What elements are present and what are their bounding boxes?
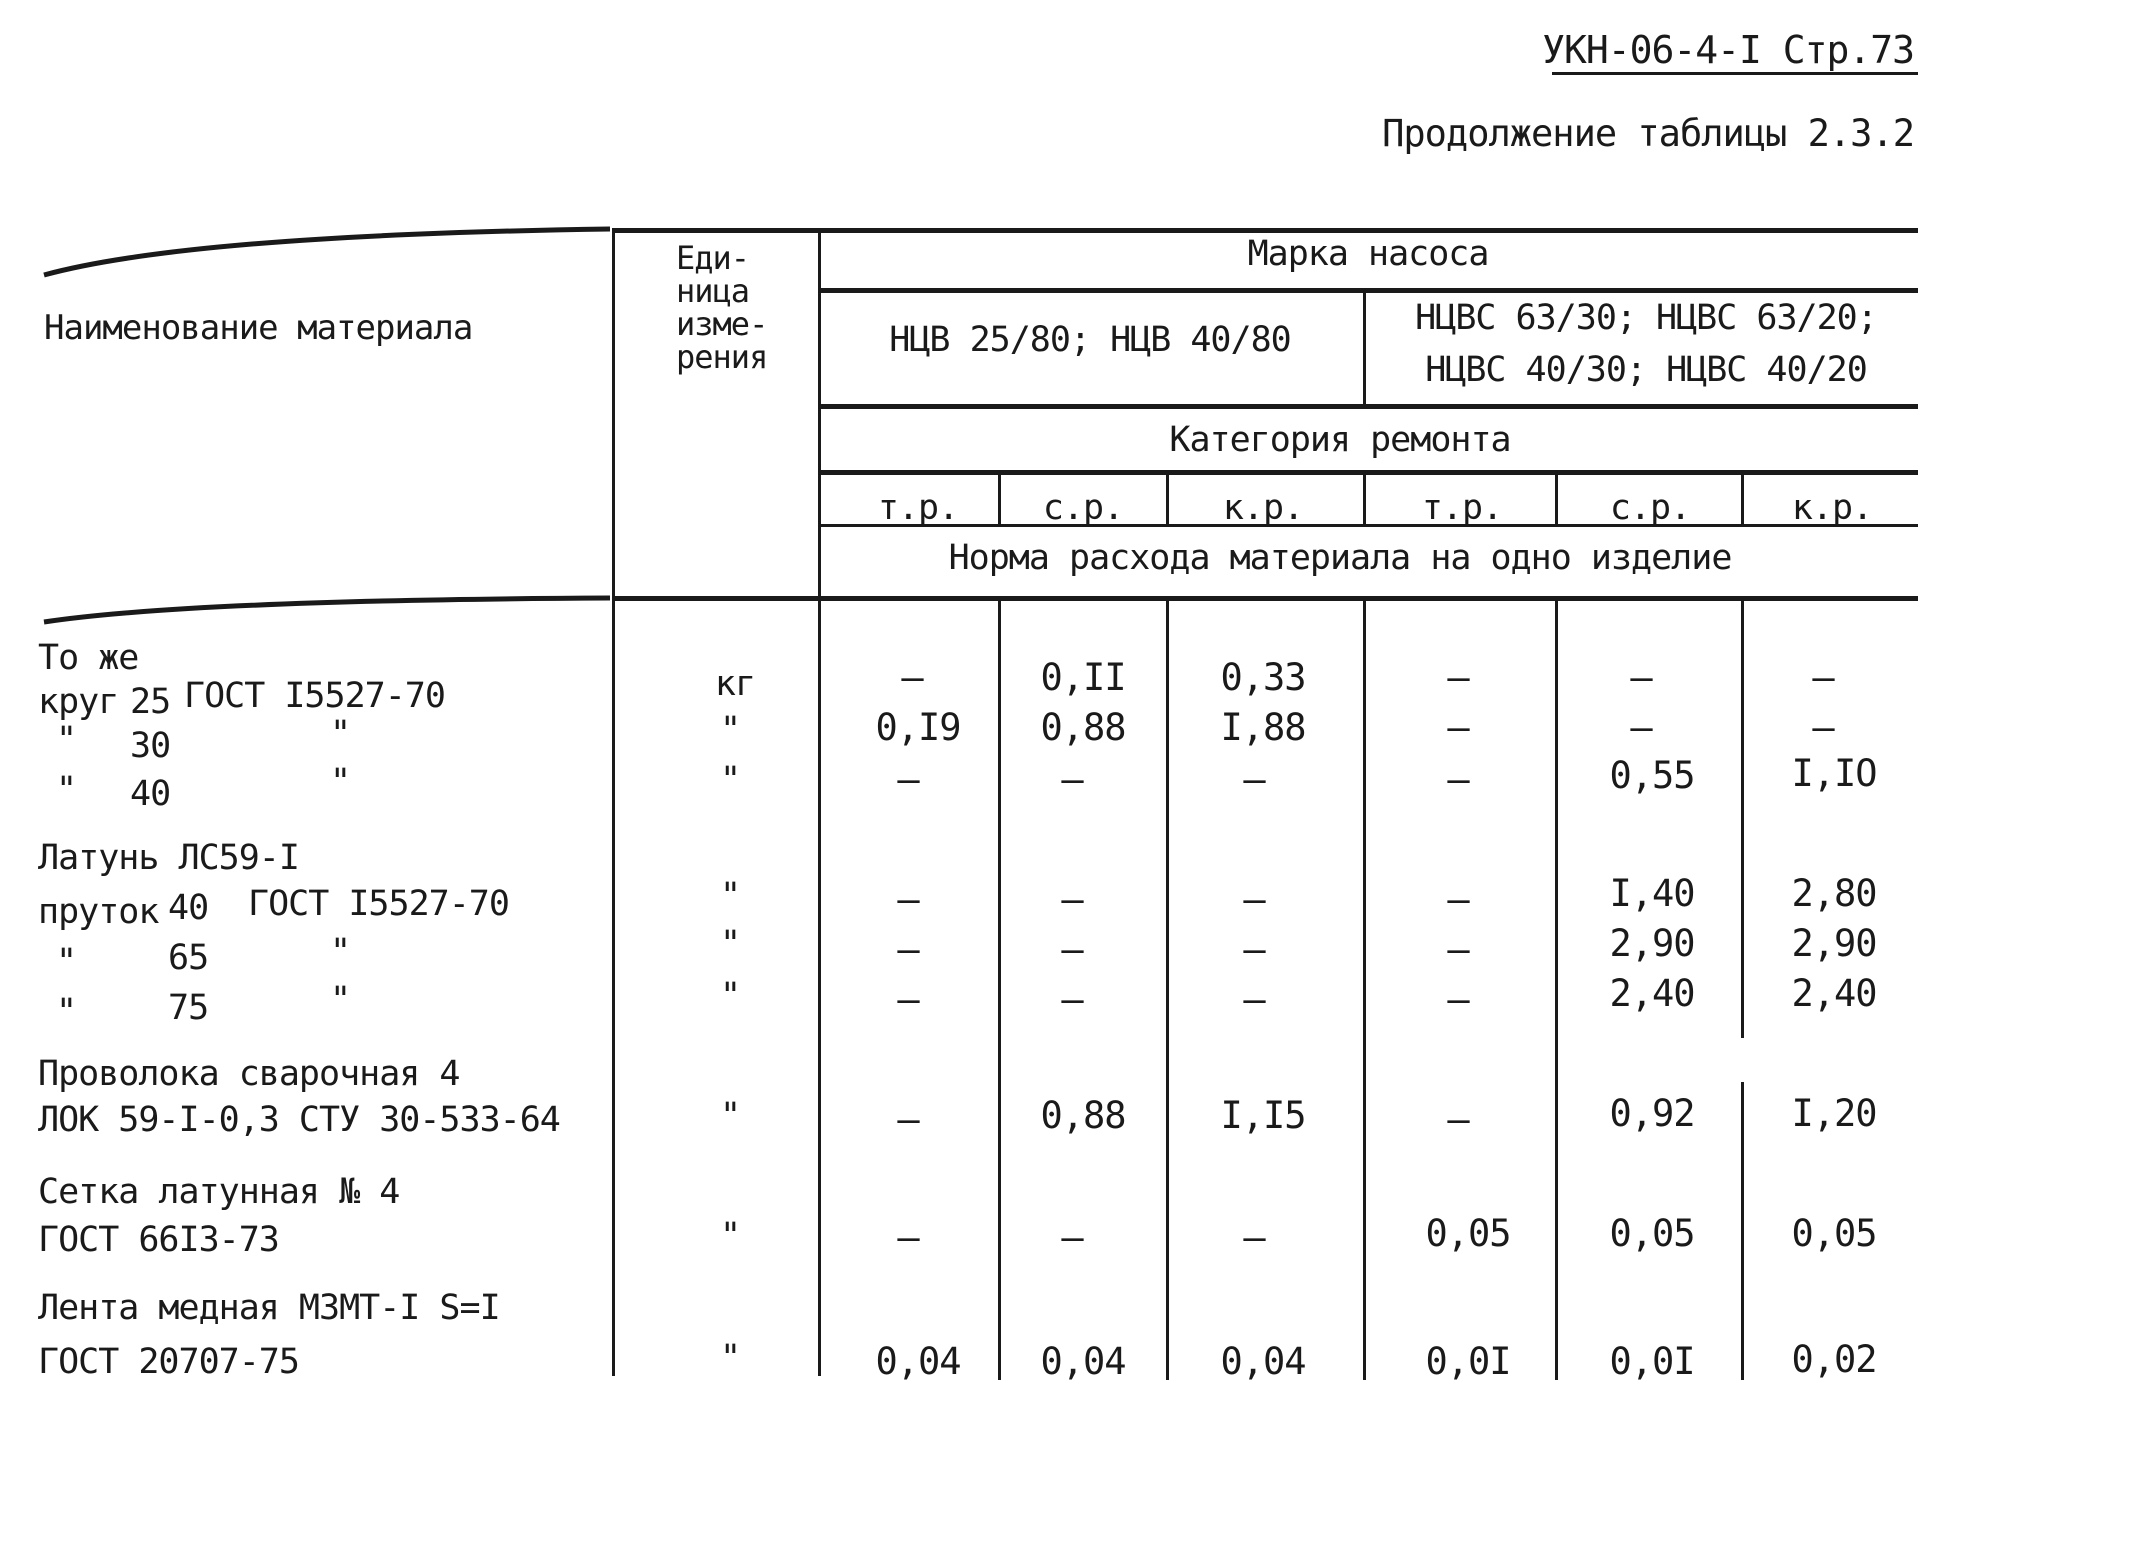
row-3-label-standard-ditto: " [330, 762, 351, 802]
row-8-unit: " [719, 1216, 741, 1256]
row-2-unit: " [719, 710, 741, 750]
header-bottom-border [612, 596, 1918, 601]
row-9-label-line-1: Лента медная МЗМТ-I S=I [38, 1288, 500, 1328]
row-5-label-ditto: " [56, 942, 77, 982]
body-divider-3 [1363, 598, 1366, 1380]
row-9-label-line-2: ГОСТ 20707-75 [38, 1342, 299, 1382]
row-1-value-5: – [1630, 656, 1652, 699]
repair-category-header: Категория ремонта [1169, 420, 1511, 460]
row-4-label-item: пруток [38, 892, 159, 932]
row-3-value-6: I,IO [1791, 752, 1877, 795]
row-8-value-6: 0,05 [1791, 1212, 1877, 1255]
subcol-6: к.р. [1791, 488, 1873, 528]
row-4-value-2: – [1061, 878, 1083, 921]
norm-header: Норма расхода материала на одно изделие [948, 538, 1732, 578]
row-1-unit: кг [714, 664, 756, 704]
subcol-divider-4 [1555, 472, 1558, 524]
row-1-value-1: – [901, 656, 923, 699]
row-5-unit: " [719, 924, 741, 964]
row-5-value-3: – [1243, 928, 1265, 971]
row-4-unit: " [719, 876, 741, 916]
row-9-value-1: 0,04 [875, 1340, 961, 1383]
row-9-value-3: 0,04 [1220, 1340, 1306, 1383]
row-7-value-6: I,20 [1791, 1092, 1877, 1135]
subcol-divider-3 [1363, 472, 1366, 524]
header-curve-left [40, 225, 620, 285]
row-7-unit: " [719, 1096, 741, 1136]
row-4-value-4: – [1447, 878, 1469, 921]
row-1-value-3: 0,33 [1220, 656, 1306, 699]
row-7-value-1: – [897, 1098, 919, 1141]
row-8-label-line-1: Сетка латунная № 4 [38, 1172, 400, 1212]
row-5-value-4: – [1447, 928, 1469, 971]
category-row-border [818, 470, 1918, 475]
col-header-unit-line-1: Еди- [676, 239, 750, 277]
row-6-value-1: – [897, 978, 919, 1021]
row-6-value-3: – [1243, 978, 1265, 1021]
row-8-label-line-2: ГОСТ 66I3-73 [38, 1220, 279, 1260]
pump-brand-header: Марка насоса [1247, 234, 1489, 274]
row-6-value-6: 2,40 [1791, 972, 1877, 1015]
row-5-value-5: 2,90 [1609, 922, 1695, 965]
row-3-value-5: 0,55 [1609, 754, 1695, 797]
col-header-unit-line-2: ница [676, 272, 750, 310]
row-2-label-ditto: " [56, 720, 77, 760]
subcol-5: с.р. [1609, 488, 1691, 528]
row-2-value-6: – [1812, 706, 1834, 749]
subcol-divider-2 [1166, 472, 1169, 524]
row-5-value-6: 2,90 [1791, 922, 1877, 965]
row-9-value-2: 0,04 [1040, 1340, 1126, 1383]
row-2-value-1: 0,I9 [875, 706, 961, 749]
row-8-value-4: 0,05 [1425, 1212, 1511, 1255]
col-header-unit [676, 239, 768, 376]
row-2-label-standard-ditto: " [330, 714, 351, 754]
subcol-divider-5 [1741, 472, 1744, 524]
pump-group-2-line-2: НЦВС 40/30; НЦВС 40/20 [1425, 350, 1867, 390]
row-7-value-3: I,I5 [1220, 1094, 1306, 1137]
subcol-3: к.р. [1222, 488, 1304, 528]
row-1-label-prefix: То же [38, 638, 139, 678]
row-3-unit: " [719, 760, 741, 800]
row-1-value-6: – [1812, 656, 1834, 699]
row-7-label-line-1: Проволока сварочная 4 [38, 1054, 460, 1094]
subcol-divider-1 [998, 472, 1001, 524]
row-6-value-4: – [1447, 978, 1469, 1021]
col-divider-values [818, 228, 821, 1376]
row-4-value-1: – [897, 878, 919, 921]
row-6-label-standard-ditto: " [330, 980, 351, 1020]
row-1-label-item: круг [38, 682, 119, 722]
row-9-value-5: 0,0I [1609, 1340, 1695, 1383]
document-code: УКН-06-4-I Стр.73 [1542, 28, 1914, 72]
top-border-right [612, 228, 1918, 233]
col-divider-unit [612, 228, 615, 1376]
brand-row-border [818, 288, 1918, 293]
row-6-value-2: – [1061, 978, 1083, 1021]
body-divider-1 [998, 598, 1001, 1380]
row-1-label-standard: ГОСТ I5527-70 [184, 676, 445, 716]
subcol-4: т.р. [1421, 488, 1503, 528]
row-9-unit: " [719, 1338, 741, 1378]
row-6-unit: " [719, 976, 741, 1016]
subcol-1: т.р. [877, 488, 959, 528]
row-2-value-5: – [1630, 706, 1652, 749]
row-8-value-2: – [1061, 1216, 1083, 1259]
row-3-value-1: – [897, 758, 919, 801]
row-3-value-3: – [1243, 758, 1265, 801]
row-6-label-ditto: " [56, 992, 77, 1032]
row-4-label-size: 40 [168, 888, 209, 928]
row-4-value-3: – [1243, 878, 1265, 921]
row-3-label-ditto: " [56, 770, 77, 810]
pump-group-2-line-1: НЦВС 63/30; НЦВС 63/20; [1415, 298, 1877, 338]
row-8-value-5: 0,05 [1609, 1212, 1695, 1255]
row-7-label-line-2: ЛОК 59-I-0,3 СТУ 30-533-64 [38, 1100, 560, 1140]
header-bottom-curve [40, 590, 620, 630]
row-1-value-4: – [1447, 656, 1469, 699]
pump-group-1: НЦВ 25/80; НЦВ 40/80 [889, 320, 1291, 360]
body-divider-5b [1741, 1082, 1744, 1380]
row-4-value-5: I,40 [1609, 872, 1695, 915]
row-6-label-size: 75 [168, 988, 209, 1028]
row-2-value-3: I,88 [1220, 706, 1306, 749]
subcol-2: с.р. [1042, 488, 1124, 528]
row-9-value-6: 0,02 [1791, 1338, 1877, 1381]
subcol-row-border [818, 524, 1918, 527]
group-divider [1363, 288, 1366, 406]
row-4-value-6: 2,80 [1791, 872, 1877, 915]
row-2-value-2: 0,88 [1040, 706, 1126, 749]
body-divider-4 [1555, 598, 1558, 1380]
row-6-value-5: 2,40 [1609, 972, 1695, 1015]
row-5-label-size: 65 [168, 938, 209, 978]
table-continuation-title: Продолжение таблицы 2.3.2 [1382, 112, 1914, 155]
row-1-value-2: 0,II [1040, 656, 1126, 699]
row-3-value-4: – [1447, 758, 1469, 801]
row-7-value-5: 0,92 [1609, 1092, 1695, 1135]
row-5-label-standard-ditto: " [330, 932, 351, 972]
row-7-value-2: 0,88 [1040, 1094, 1126, 1137]
body-divider-5a [1741, 598, 1744, 1038]
row-3-label-size: 40 [130, 774, 171, 814]
col-header-unit-line-3: изме- [676, 305, 768, 343]
document-code-underline [1552, 72, 1918, 75]
row-7-value-4: – [1447, 1098, 1469, 1141]
group-row-border [818, 404, 1918, 409]
row-9-value-4: 0,0I [1425, 1340, 1511, 1383]
body-divider-2 [1166, 598, 1169, 1380]
row-5-value-1: – [897, 928, 919, 971]
col-header-material: Наименование материала [44, 308, 473, 348]
row-5-value-2: – [1061, 928, 1083, 971]
row-1-label-size: 25 [130, 682, 171, 722]
row-4-label-material: Латунь ЛС59-I [38, 838, 299, 878]
row-8-value-3: – [1243, 1216, 1265, 1259]
row-4-label-standard: ГОСТ I5527-70 [248, 884, 509, 924]
row-8-value-1: – [897, 1216, 919, 1259]
col-header-unit-line-4: рения [676, 338, 768, 376]
row-2-value-4: – [1447, 706, 1469, 749]
row-2-label-size: 30 [130, 726, 171, 766]
row-3-value-2: – [1061, 758, 1083, 801]
